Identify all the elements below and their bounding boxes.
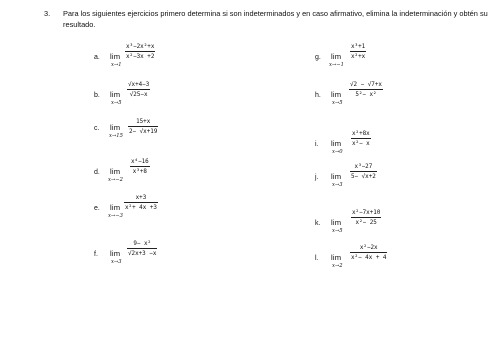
fraction-bar [127, 89, 150, 90]
numerator: x²−7x+10 [352, 210, 381, 216]
limit-word: lim [331, 52, 342, 61]
numerator: √x+4−3 [128, 82, 150, 88]
limit-approach: x→15 [109, 133, 123, 139]
fraction-bar [127, 248, 157, 249]
limit-word: lim [331, 139, 342, 148]
numerator: x²−2x [359, 245, 378, 251]
fraction [130, 159, 150, 175]
fraction-bar [351, 217, 381, 218]
exercise-label: i. [315, 141, 319, 148]
fraction-bar [128, 126, 158, 127]
fraction-bar [350, 51, 366, 52]
fraction-bar [349, 89, 383, 90]
denominator: √2x+3 −x [128, 251, 157, 257]
exercise-number: 3. [44, 9, 51, 18]
fraction-bar [351, 138, 371, 139]
numerator: x⁴−16 [131, 159, 149, 165]
limit-approach: x→1 [111, 62, 122, 68]
numerator: x³−2x²+x [126, 44, 155, 50]
denominator: x³+8 [132, 169, 147, 175]
denominator: 2− √x+19 [129, 129, 158, 135]
fraction [127, 241, 157, 257]
limit-word: lim [110, 123, 121, 132]
limit-word: lim [331, 172, 342, 181]
limit-approach: x→5 [332, 100, 343, 106]
numerator: x²+8x [352, 131, 370, 137]
numerator: 9− x² [133, 241, 152, 247]
exercise-label: d. [94, 169, 100, 176]
numerator: x+3 [135, 195, 147, 201]
instructions-text: Para los siguientes ejercicios primero determina si son indeterminados y en caso afirmativo, elimina la indeterminación y obtén su resultado. [63, 9, 488, 29]
limit-word: lim [110, 203, 121, 212]
limit-word: lim [110, 52, 121, 61]
exercise-label: b. [94, 92, 100, 99]
denominator: x²− 4x + 4 [351, 255, 387, 261]
fraction [350, 164, 377, 180]
fraction [351, 210, 381, 226]
exercise-label: f. [94, 251, 98, 258]
denominator: x²−3x +2 [126, 54, 155, 60]
limit-word: lim [110, 167, 121, 176]
denominator: x²+x [351, 54, 366, 60]
exercise-label: g. [315, 54, 321, 61]
limit-word: lim [331, 253, 342, 262]
fraction [350, 44, 366, 60]
denominator: x²− x [352, 141, 370, 147]
denominator: x²+ 4x +3 [125, 205, 157, 211]
exercise-label: h. [315, 92, 321, 99]
exercise-label: c. [94, 125, 100, 132]
limit-approach: x→0 [332, 149, 343, 155]
denominator: 5− √x+2 [351, 174, 376, 180]
exercise-label: k. [315, 220, 321, 227]
limit-approach: x→−1 [329, 62, 344, 68]
numerator: x³+1 [351, 44, 366, 50]
numerator: x³−27 [354, 164, 373, 170]
fraction [350, 245, 387, 261]
denominator: 5²− x² [355, 92, 377, 98]
fraction [351, 131, 371, 147]
fraction-bar [124, 202, 158, 203]
exercise-label: j. [315, 174, 319, 181]
fraction [124, 195, 158, 211]
limit-word: lim [110, 249, 121, 258]
exercise-label: e. [94, 205, 100, 212]
limit-approach: x→3 [111, 259, 122, 265]
limit-approach: x→5 [111, 100, 122, 106]
fraction [127, 82, 150, 98]
fraction [128, 119, 158, 135]
denominator: x²− 25 [355, 220, 377, 226]
fraction [349, 82, 383, 98]
limit-approach: x→−3 [108, 213, 123, 219]
limit-word: lim [331, 218, 342, 227]
limit-word: lim [331, 90, 342, 99]
exercise-label: l. [315, 255, 319, 262]
limit-word: lim [110, 90, 121, 99]
fraction-bar [125, 51, 155, 52]
limit-approach: x→2 [332, 263, 343, 269]
fraction-bar [350, 171, 377, 172]
numerator: 15+x [136, 119, 151, 125]
limit-approach: x→3 [332, 182, 343, 188]
numerator: √2 − √7+x [350, 82, 382, 88]
limit-approach: x→5 [332, 228, 343, 234]
exercise-label: a. [94, 54, 100, 61]
denominator: √25−x [129, 92, 148, 98]
fraction [125, 44, 155, 60]
limit-approach: x→−2 [108, 177, 123, 183]
fraction-bar [350, 252, 387, 253]
fraction-bar [130, 166, 150, 167]
